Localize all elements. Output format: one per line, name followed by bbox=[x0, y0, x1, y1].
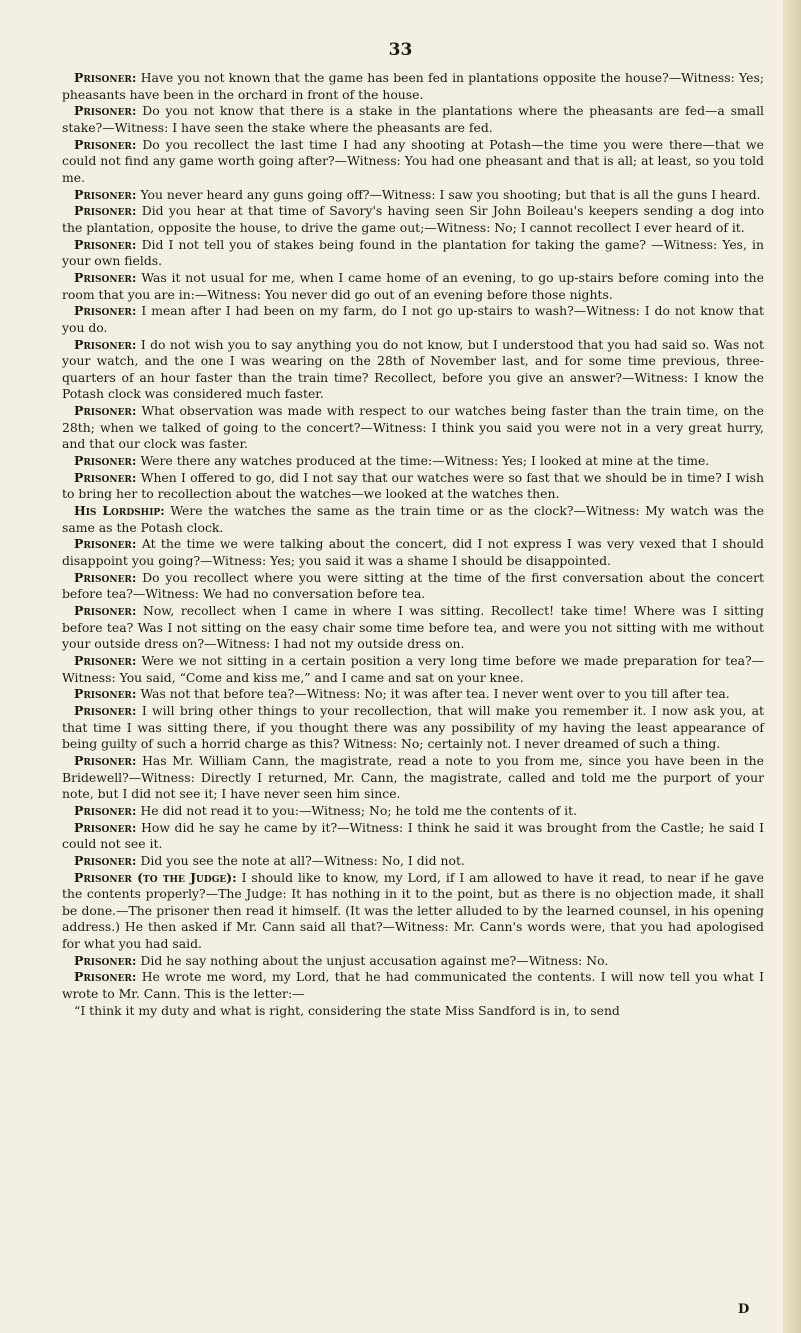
paragraph bbox=[62, 953, 764, 970]
paragraph bbox=[62, 137, 764, 187]
paragraph-text: I will bring other things to your recollection, that will make you remember it. I now ask you, at that time I was sitting there, if you thought there was any possibility of my having the least appearance of being guilty of such a horrid charge as this? Witness: No; certainly not. I never dreamed of such a thing. bbox=[62, 702, 764, 752]
paragraph-text: “I think it my duty and what is right, considering the state Miss Sandford is in, to send bbox=[74, 1002, 620, 1018]
paragraph bbox=[62, 337, 764, 404]
speaker-label: Prisoner: bbox=[74, 702, 137, 718]
speaker-label: Prisoner: bbox=[74, 269, 137, 285]
paragraph bbox=[62, 536, 764, 569]
speaker-label: Prisoner: bbox=[74, 469, 137, 485]
paragraph-text: Now, recollect when I came in where I was sitting. Recollect! take time! Where was I sitting before tea? Was I not sitting on the easy chair some time before tea, and were you not sitting with me without your outside dress on?—Witness: I had not my outside dress on. bbox=[62, 603, 764, 652]
paragraph-text: Did I not tell you of stakes being found in the plantation for taking the game? —Witness: Yes, in your own fields. bbox=[62, 236, 764, 269]
paragraph-text: At the time we were talking about the concert, did I not express I was very vexed that I should disappoint you going?—Witness: Yes; you said it was a shame I should be disappointed. bbox=[62, 536, 764, 569]
paragraph-text: Was it not usual for me, when I came home of an evening, to go up-stairs before coming into the room that you are in:—Witness: You never did go out of an evening before those nights. bbox=[62, 269, 764, 302]
paragraph bbox=[62, 453, 764, 470]
paragraph-text: Did you hear at that time of Savory's having seen Sir John Boileau's keepers sending a dog into the plantation, opposite the house, to drive the game out;—Witness: No; I cannot recollect I ever heard of it. bbox=[62, 203, 764, 235]
speaker-label: Prisoner: bbox=[74, 952, 137, 968]
paragraph-text: Did you see the note at all?—Witness: No, I did not. bbox=[140, 852, 465, 868]
paragraph bbox=[62, 203, 764, 236]
paragraph-text: Have you not known that the game has been fed in plantations opposite the house?—Witness: Yes; pheasants have been in the orchard in front of the house. bbox=[62, 70, 764, 102]
paragraph bbox=[62, 470, 764, 503]
speaker-label: Prisoner: bbox=[74, 569, 137, 585]
speaker-label: Prisoner: bbox=[74, 536, 137, 552]
paragraph bbox=[62, 503, 764, 536]
speaker-label: Prisoner: bbox=[74, 136, 137, 152]
paragraph-text: Were the watches the same as the train time or as the clock?—Witness: My watch was the same as the Potash clock. bbox=[62, 503, 764, 535]
paragraph-text: Do you not know that there is a stake in the plantations where the pheasants are fed—a small stake?—Witness: I have seen the stake where the pheasants are fed. bbox=[62, 103, 764, 135]
speaker-label: Prisoner: bbox=[74, 969, 137, 985]
speaker-label: Prisoner: bbox=[74, 336, 137, 352]
paragraph-text: I do not wish you to say anything you do not know, but I understood that you had said so. Was not your watch, and the one I was wearing on the 28th of November last, and for some time previous, three-quarters of an hour faster than the train time? Recollect, before you give an answer?—Witness: I know the Potash clock was considered much faster. bbox=[62, 336, 764, 402]
speaker-label: Prisoner: bbox=[74, 819, 137, 835]
paragraph-text: What observation was made with respect to our watches being faster than the train time, on the 28th; when we talked of going to the concert?—Witness: I think you said you were not in a very great hurry, and that our clock was faster. bbox=[62, 403, 764, 452]
speaker-label: Prisoner: bbox=[74, 236, 137, 252]
paragraph-text: How did he say he came by it?—Witness: I think he said it was brought from the Castle; he said I could not see it. bbox=[62, 819, 764, 852]
paragraph-text: Do you recollect the last time I had any shooting at Potash—the time you were there—that we could not find any game worth going after?—Witness: You had one pheasant and that is all; at least, so you told me. bbox=[62, 136, 764, 185]
speaker-label: Prisoner (to the Judge): bbox=[74, 869, 237, 885]
page-edge bbox=[783, 0, 801, 1333]
paragraph-text: He wrote me word, my Lord, that he had communicated the contents. I will now tell you what I wrote to Mr. Cann. This is the letter:— bbox=[62, 969, 764, 1002]
transcript-body bbox=[62, 70, 764, 1019]
paragraph bbox=[62, 570, 764, 603]
paragraph bbox=[62, 870, 764, 953]
paragraph-text: Was not that before tea?—Witness: No; it was after tea. I never went over to you till after tea. bbox=[140, 686, 730, 702]
paragraph bbox=[62, 653, 764, 686]
speaker-label: Prisoner: bbox=[74, 802, 137, 818]
paragraph-text: Were we not sitting in a certain position a very long time before we made preparation for tea?—Witness: You said, “Come and kiss me,” and I came and sat on your knee. bbox=[62, 652, 764, 685]
paragraph-text: I should like to know, my Lord, if I am allowed to have it read, to near if he gave the contents properly?—The Judge: It has nothing in it to the point, but as there is no objection made, it shall be done.—The prisoner then read it himself. (It was the letter alluded to by the learned counsel, in his opening address.) He then asked if Mr. Cann said all that?—Witness: Mr. Cann's words were, that you had apologised for what you had said. bbox=[62, 869, 764, 952]
paragraph-text: Did he say nothing about the unjust accusation against me?—Witness: No. bbox=[140, 952, 609, 968]
paragraph bbox=[62, 686, 764, 703]
paragraph bbox=[62, 703, 764, 753]
paragraph bbox=[62, 70, 764, 103]
paragraph-text: Were there any watches produced at the time:—Witness: Yes; I looked at mine at the time. bbox=[140, 453, 710, 469]
paragraph-text: When I offered to go, did I not say that our watches were so fast that we should be in time? I wish to bring her to recollection about the watches—we looked at the watches then. bbox=[62, 469, 764, 502]
speaker-label: Prisoner: bbox=[74, 652, 137, 668]
speaker-label: Prisoner: bbox=[74, 403, 137, 419]
paragraph bbox=[62, 1003, 764, 1020]
paragraph bbox=[62, 237, 764, 270]
paragraph-text: He did not read it to you:—Witness; No; he told me the contents of it. bbox=[140, 802, 578, 818]
speaker-label: Prisoner: bbox=[74, 203, 137, 219]
speaker-label: His Lordship: bbox=[74, 503, 165, 519]
paragraph-text: Has Mr. William Cann, the magistrate, read a note to you from me, since you have been in the Bridewell?—Witness: Directly I returned, Mr. Cann, the magistrate, called and told me the purport of your note, but I did not see it; I have never seen him since. bbox=[62, 752, 764, 802]
paragraph bbox=[62, 303, 764, 336]
paragraph-text: You never heard any guns going off?—Witness: I saw you shooting; but that is all the guns I heard. bbox=[140, 186, 761, 202]
paragraph bbox=[62, 853, 764, 870]
paragraph bbox=[62, 103, 764, 136]
speaker-label: Prisoner: bbox=[74, 453, 137, 469]
speaker-label: Prisoner: bbox=[74, 186, 137, 202]
paragraph bbox=[62, 187, 764, 204]
speaker-label: Prisoner: bbox=[74, 686, 137, 702]
paragraph bbox=[62, 403, 764, 453]
paragraph bbox=[62, 803, 764, 820]
paragraph bbox=[62, 603, 764, 653]
speaker-label: Prisoner: bbox=[74, 852, 137, 868]
speaker-label: Prisoner: bbox=[74, 103, 137, 119]
speaker-label: Prisoner: bbox=[74, 303, 137, 319]
paragraph bbox=[62, 820, 764, 853]
paragraph bbox=[62, 969, 764, 1002]
speaker-label: Prisoner: bbox=[74, 70, 137, 85]
paragraph bbox=[62, 753, 764, 803]
page-number: 33 bbox=[388, 40, 413, 60]
paragraph-text: I mean after I had been on my farm, do I not go up-stairs to wash?—Witness: I do not know that you do. bbox=[62, 303, 764, 335]
signature-mark: D bbox=[738, 1302, 750, 1317]
paragraph-text: Do you recollect where you were sitting at the time of the first conversation about the concert before tea?—Witness: We had no conversation before tea. bbox=[62, 569, 764, 602]
speaker-label: Prisoner: bbox=[74, 603, 137, 618]
speaker-label: Prisoner: bbox=[74, 752, 137, 768]
paragraph bbox=[62, 270, 764, 303]
